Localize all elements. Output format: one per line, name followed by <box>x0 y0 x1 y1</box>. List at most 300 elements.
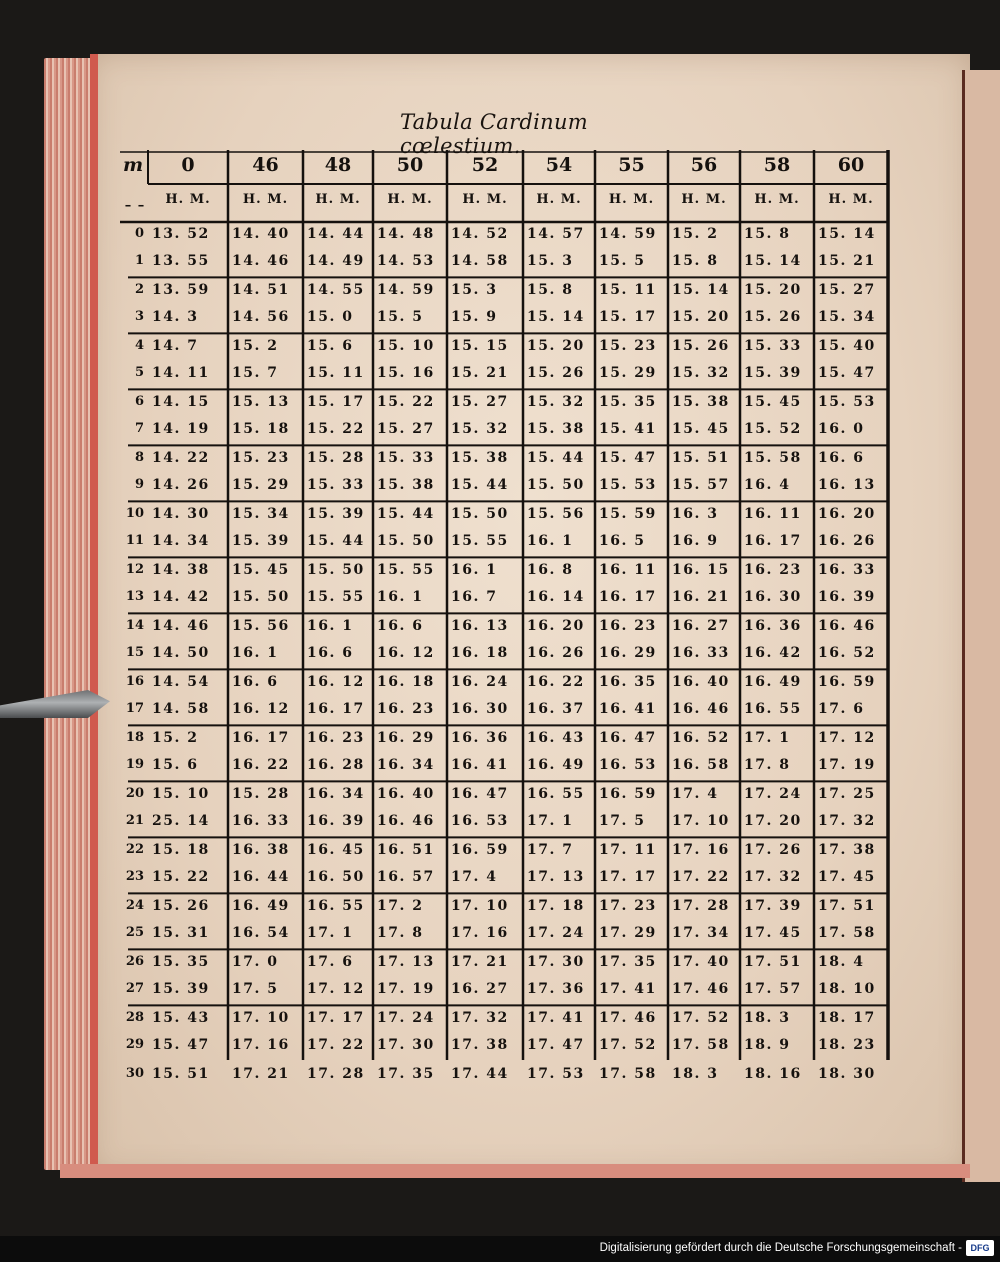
table-cell: 16. 5 <box>599 533 646 550</box>
table-cell: 17. 16 <box>672 842 730 858</box>
corner-dashes: – – <box>124 198 146 213</box>
table-cell: 14. 48 <box>377 226 435 242</box>
row-number: 28 <box>125 1010 144 1025</box>
ephemeris-table <box>120 148 902 1082</box>
table-cell: 16. 39 <box>818 589 876 606</box>
table-cell: 16. 52 <box>672 730 730 746</box>
unit-header: H. M. <box>754 192 800 207</box>
footer-credit-text: Digitalisierung gefördert durch die Deutsche Forschungsgemeinschaft - <box>599 1242 962 1254</box>
table-cell: 16. 58 <box>672 757 730 774</box>
table-cell: 16. 49 <box>232 898 290 914</box>
table-cell: 16. 15 <box>672 562 730 578</box>
table-cell: 17. 8 <box>377 925 424 942</box>
unit-header: H. M. <box>681 192 727 207</box>
table-cell: 15. 3 <box>451 282 498 298</box>
row-number: 26 <box>125 954 144 969</box>
table-cell: 15. 26 <box>744 309 802 326</box>
unit-header: H. M. <box>536 192 582 207</box>
table-cell: 16. 13 <box>451 618 509 634</box>
table-cell: 16. 55 <box>307 898 365 914</box>
table-cell: 15. 45 <box>744 394 802 410</box>
table-cell: 15. 10 <box>152 786 210 802</box>
table-cell: 17. 32 <box>744 869 802 886</box>
table-cell: 15. 33 <box>377 450 435 466</box>
degree-header: 54 <box>545 154 573 176</box>
table-cell: 15. 56 <box>527 506 585 522</box>
table-cell: 15. 45 <box>672 421 730 438</box>
table-cell: 15. 58 <box>744 450 802 466</box>
table-cell: 15. 44 <box>527 450 585 466</box>
row-number: 4 <box>134 338 144 353</box>
table-cell: 15. 29 <box>232 477 290 494</box>
table-cell: 17. 28 <box>672 898 730 914</box>
table-cell: 15. 22 <box>152 869 210 886</box>
table-cell: 16. 27 <box>672 618 730 634</box>
table-cell: 18. 9 <box>744 1037 791 1054</box>
table-cell: 15. 26 <box>152 898 210 914</box>
table-cell: 16. 6 <box>818 450 865 466</box>
row-number: 30 <box>125 1066 144 1081</box>
table-cell: 15. 20 <box>527 338 585 354</box>
row-number: 10 <box>125 506 144 521</box>
table-cell: 15. 56 <box>232 618 290 634</box>
table-cell: 15. 39 <box>152 981 210 998</box>
table-cell: 17. 35 <box>599 954 657 970</box>
table-cell: 16. 20 <box>818 506 876 522</box>
row-number: 19 <box>125 757 144 773</box>
table-cell: 16. 17 <box>232 730 290 746</box>
table-cell: 18. 17 <box>818 1010 876 1026</box>
table-cell: 17. 4 <box>451 869 498 886</box>
table-cell: 14. 54 <box>152 674 210 690</box>
table-cell: 15. 20 <box>672 309 730 326</box>
table-cell: 16. 23 <box>307 730 365 746</box>
table-cell: 16. 40 <box>672 674 730 690</box>
table-cell: 15. 39 <box>744 365 802 382</box>
table-cell: 14. 51 <box>232 282 290 298</box>
table-cell: 16. 12 <box>307 674 365 690</box>
table-cell: 15. 21 <box>451 365 509 382</box>
table-cell: 15. 6 <box>307 338 354 354</box>
table-cell: 15. 15 <box>451 338 509 354</box>
table-cell: 15. 47 <box>152 1037 210 1054</box>
row-number: 24 <box>125 898 144 913</box>
table-cell: 13. 52 <box>152 226 210 242</box>
table-cell: 17. 19 <box>377 981 435 998</box>
table-cell: 15. 2 <box>152 730 199 746</box>
row-number: 8 <box>134 450 144 465</box>
table-cell: 16. 17 <box>307 701 365 718</box>
table-cell: 15. 38 <box>672 394 730 410</box>
table-cell: 17. 46 <box>599 1010 657 1026</box>
table-cell: 18. 3 <box>672 1066 719 1082</box>
row-number: 7 <box>134 421 144 437</box>
table-cell: 15. 34 <box>818 309 876 326</box>
row-number: 13 <box>125 589 144 605</box>
table-cell: 14. 3 <box>152 309 199 326</box>
table-cell: 16. 18 <box>451 645 509 662</box>
table-cell: 16. 7 <box>451 589 498 606</box>
table-cell: 16. 59 <box>818 674 876 690</box>
table-cell: 15. 10 <box>377 338 435 354</box>
table-cell: 14. 59 <box>599 226 657 242</box>
table-cell: 16. 40 <box>377 786 435 802</box>
degree-header: 55 <box>618 154 645 176</box>
table-cell: 15. 18 <box>232 421 290 438</box>
table-cell: 15. 38 <box>451 450 509 466</box>
table-cell: 16. 46 <box>672 701 730 718</box>
row-number: 2 <box>134 282 144 297</box>
table-cell: 17. 5 <box>232 981 279 998</box>
footer-bar <box>0 1236 1000 1262</box>
table-cell: 15. 35 <box>152 954 210 970</box>
table-cell: 18. 23 <box>818 1037 876 1054</box>
table-cell: 16. 6 <box>307 645 354 662</box>
table-cell: 16. 39 <box>307 813 365 830</box>
page-title: Tabula Cardinum cœlestium. <box>400 110 589 158</box>
table-cell: 15. 59 <box>599 506 657 522</box>
row-number: 17 <box>125 701 144 717</box>
table-cell: 16. 26 <box>818 533 876 550</box>
table-cell: 14. 46 <box>152 618 210 634</box>
table-cell: 14. 11 <box>152 365 210 382</box>
table-cell: 15. 39 <box>232 533 290 550</box>
table-cell: 16. 30 <box>744 589 802 606</box>
table-cell: 16. 20 <box>527 618 585 634</box>
table-cell: 16. 17 <box>599 589 657 606</box>
table-cell: 15. 35 <box>599 394 657 410</box>
table-cell: 16. 28 <box>307 757 365 774</box>
table-cell: 16. 9 <box>672 533 719 550</box>
table-cell: 14. 7 <box>152 338 199 354</box>
table-cell: 17. 20 <box>744 813 802 830</box>
table-cell: 17. 17 <box>599 869 657 886</box>
table-cell: 15. 23 <box>599 338 657 354</box>
table-cell: 15. 34 <box>232 506 290 522</box>
table-cell: 14. 40 <box>232 226 290 242</box>
table-cell: 16. 44 <box>232 869 290 886</box>
table-cell: 15. 14 <box>527 309 585 326</box>
table-cell: 17. 52 <box>672 1010 730 1026</box>
degree-header: 58 <box>763 154 791 176</box>
table-cell: 17. 32 <box>818 813 876 830</box>
table-cell: 14. 52 <box>451 226 509 242</box>
table-cell: 15. 47 <box>599 450 657 466</box>
table-cell: 16. 54 <box>232 925 290 942</box>
degree-header: 0 <box>181 154 195 176</box>
table-cell: 14. 55 <box>307 282 365 298</box>
table-cell: 16. 46 <box>377 813 435 830</box>
table-cell: 15. 52 <box>744 421 802 438</box>
table-cell: 15. 45 <box>232 562 290 578</box>
table-cell: 16. 55 <box>527 786 585 802</box>
table-cell: 16. 6 <box>377 618 424 634</box>
table-cell: 16. 35 <box>599 674 657 690</box>
table-cell: 15. 32 <box>672 365 730 382</box>
table-cell: 17. 16 <box>451 925 509 942</box>
table-cell: 16. 23 <box>599 618 657 634</box>
table-cell: 15. 33 <box>307 477 365 494</box>
degree-header: 52 <box>471 154 499 176</box>
table-cell: 15. 51 <box>152 1066 210 1082</box>
table-cell: 15. 7 <box>232 365 279 382</box>
table-cell: 17. 52 <box>599 1037 657 1054</box>
table-cell: 18. 4 <box>818 954 865 970</box>
table-cell: 16. 13 <box>818 477 876 494</box>
table-cell: 18. 3 <box>744 1010 791 1026</box>
table-cell: 15. 0 <box>307 309 354 326</box>
row-number: 1 <box>134 253 144 269</box>
table-cell: 16. 1 <box>377 589 424 606</box>
unit-header: H. M. <box>387 192 433 207</box>
table-cell: 15. 44 <box>451 477 509 494</box>
table-cell: 15. 28 <box>232 786 290 802</box>
table-cell: 16. 3 <box>672 506 719 522</box>
table-cell: 17. 13 <box>377 954 435 970</box>
table-cell: 17. 2 <box>377 898 424 914</box>
table-cell: 15. 50 <box>451 506 509 522</box>
table-cell: 17. 26 <box>744 842 802 858</box>
table-cell: 16. 46 <box>818 618 876 634</box>
table-cell: 16. 50 <box>307 869 365 886</box>
table-cell: 16. 8 <box>527 562 574 578</box>
table-cell: 14. 38 <box>152 562 210 578</box>
table-cell: 16. 42 <box>744 645 802 662</box>
row-number: 20 <box>125 786 144 801</box>
table-cell: 25. 14 <box>152 813 210 830</box>
table-cell: 15. 8 <box>744 226 791 242</box>
table-cell: 17. 30 <box>377 1037 435 1054</box>
row-number: 21 <box>125 813 144 829</box>
table-cell: 17. 12 <box>818 730 876 746</box>
row-number: 14 <box>125 618 144 633</box>
table-cell: 17. 18 <box>527 898 585 914</box>
table-cell: 17. 30 <box>527 954 585 970</box>
table-cell: 15. 44 <box>307 533 365 550</box>
table-cell: 15. 14 <box>744 253 802 270</box>
table-cell: 16. 38 <box>232 842 290 858</box>
table-cell: 14. 59 <box>377 282 435 298</box>
table-cell: 15. 18 <box>152 842 210 858</box>
table-cell: 17. 57 <box>744 981 802 998</box>
table-cell: 15. 39 <box>307 506 365 522</box>
table-cell: 17. 39 <box>744 898 802 914</box>
table-cell: 17. 25 <box>818 786 876 802</box>
table-cell: 14. 58 <box>451 253 509 270</box>
table-cell: 15. 9 <box>451 309 498 326</box>
table-cell: 17. 38 <box>451 1037 509 1054</box>
table-cell: 16. 23 <box>377 701 435 718</box>
table-cell: 15. 38 <box>377 477 435 494</box>
table-cell: 15. 27 <box>818 282 876 298</box>
table-cell: 15. 51 <box>672 450 730 466</box>
table-cell: 16. 33 <box>672 645 730 662</box>
table-cell: 14. 57 <box>527 226 585 242</box>
table-cell: 17. 46 <box>672 981 730 998</box>
table-cell: 16. 59 <box>599 786 657 802</box>
degree-header: 60 <box>837 154 865 176</box>
table-cell: 16. 1 <box>232 645 279 662</box>
table-cell: 16. 53 <box>451 813 509 830</box>
table-cell: 17. 17 <box>307 1010 365 1026</box>
table-cell: 14. 22 <box>152 450 210 466</box>
table-cell: 17. 41 <box>527 1010 585 1026</box>
page-bottom-edge <box>60 1164 970 1178</box>
table-cell: 15. 14 <box>672 282 730 298</box>
table-cell: 16. 18 <box>377 674 435 690</box>
table-cell: 16. 47 <box>451 786 509 802</box>
table-cell: 17. 0 <box>232 954 279 970</box>
table-cell: 16. 49 <box>527 757 585 774</box>
row-number: 16 <box>125 674 144 689</box>
table-cell: 16. 12 <box>377 645 435 662</box>
table-cell: 16. 34 <box>377 757 435 774</box>
table-cell: 17. 6 <box>307 954 354 970</box>
table-cell: 17. 21 <box>451 954 509 970</box>
table-cell: 16. 22 <box>232 757 290 774</box>
table-cell: 17. 24 <box>527 925 585 942</box>
table-cell: 17. 10 <box>451 898 509 914</box>
table-cell: 15. 20 <box>744 282 802 298</box>
table-cell: 15. 27 <box>377 421 435 438</box>
unit-header: H. M. <box>608 192 655 207</box>
table-cell: 17. 36 <box>527 981 585 998</box>
table-cell: 17. 21 <box>232 1066 290 1082</box>
row-number: 15 <box>125 645 144 661</box>
table-cell: 15. 13 <box>232 394 290 410</box>
table-cell: 16. 26 <box>527 645 585 662</box>
unit-header: H. M. <box>165 192 211 207</box>
table-cell: 15. 50 <box>377 533 435 550</box>
table-cell: 15. 22 <box>377 394 435 410</box>
table-cell: 17. 11 <box>599 842 657 858</box>
right-facing-page <box>962 70 1000 1182</box>
table-cell: 16. 11 <box>599 562 657 578</box>
row-number: 27 <box>125 981 144 997</box>
table-cell: 16. 11 <box>744 506 802 522</box>
table-cell: 16. 59 <box>451 842 509 858</box>
table-cell: 16. 52 <box>818 645 876 662</box>
table-cell: 16. 34 <box>307 786 365 802</box>
table-cell: 15. 40 <box>818 338 876 354</box>
table-cell: 17. 16 <box>232 1037 290 1054</box>
table-cell: 16. 21 <box>672 589 730 606</box>
table-cell: 17. 32 <box>451 1010 509 1026</box>
table-cell: 14. 19 <box>152 421 210 438</box>
table-cell: 15. 17 <box>307 394 365 410</box>
row-number: 3 <box>134 309 144 325</box>
table-cell: 17. 23 <box>599 898 657 914</box>
table-cell: 15. 14 <box>818 226 876 242</box>
table-cell: 17. 22 <box>672 869 730 886</box>
table-cell: 16. 0 <box>818 421 865 438</box>
table-cell: 17. 8 <box>744 757 791 774</box>
table-cell: 15. 50 <box>232 589 290 606</box>
table-cell: 16. 43 <box>527 730 585 746</box>
table-cell: 14. 42 <box>152 589 210 606</box>
table-cell: 17. 45 <box>818 869 876 886</box>
table-cell: 17. 5 <box>599 813 646 830</box>
table-cell: 16. 27 <box>451 981 509 998</box>
table-cell: 16. 14 <box>527 589 585 606</box>
table-cell: 14. 56 <box>232 309 290 326</box>
table-cell: 16. 24 <box>451 674 509 690</box>
table-cell: 16. 57 <box>377 869 435 886</box>
table-cell: 15. 38 <box>527 421 585 438</box>
table-cell: 17. 58 <box>818 925 876 942</box>
table-cell: 15. 2 <box>232 338 279 354</box>
table-cell: 17. 1 <box>744 730 791 746</box>
table-cell: 16. 36 <box>451 730 509 746</box>
table-cell: 17. 45 <box>744 925 802 942</box>
table-cell: 13. 59 <box>152 282 210 298</box>
table-cell: 16. 47 <box>599 730 657 746</box>
table-cell: 14. 58 <box>152 701 210 718</box>
table-cell: 15. 32 <box>451 421 509 438</box>
table-cell: 15. 16 <box>377 365 435 382</box>
table-cell: 16. 41 <box>451 757 509 774</box>
table-cell: 17. 7 <box>527 842 574 858</box>
table-cell: 15. 44 <box>377 506 435 522</box>
row-number: 18 <box>125 730 144 745</box>
table-cell: 16. 41 <box>599 701 657 718</box>
table-cell: 16. 29 <box>599 645 657 662</box>
table-cell: 18. 30 <box>818 1066 876 1082</box>
table-cell: 15. 8 <box>672 253 719 270</box>
table-cell: 17. 24 <box>377 1010 435 1026</box>
table-cell: 14. 34 <box>152 533 210 550</box>
table-cell: 17. 19 <box>818 757 876 774</box>
table-cell: 14. 26 <box>152 477 210 494</box>
table-cell: 15. 55 <box>451 533 509 550</box>
table-cell: 13. 55 <box>152 253 210 270</box>
table-cell: 16. 51 <box>377 842 435 858</box>
table-cell: 15. 33 <box>744 338 802 354</box>
table-cell: 17. 34 <box>672 925 730 942</box>
row-number: 11 <box>125 533 144 549</box>
row-number: 23 <box>125 869 144 885</box>
table-cell: 16. 30 <box>451 701 509 718</box>
degree-header: 48 <box>324 154 352 176</box>
row-number: 5 <box>134 365 144 381</box>
table-cell: 15. 55 <box>377 562 435 578</box>
dfg-logo-icon: DFG <box>966 1240 994 1256</box>
table-cell: 14. 49 <box>307 253 365 270</box>
table-cell: 15. 21 <box>818 253 876 270</box>
table-cell: 17. 1 <box>307 925 354 942</box>
table-cell: 15. 47 <box>818 365 876 382</box>
table-cell: 14. 30 <box>152 506 210 522</box>
table-cell: 17. 51 <box>744 954 802 970</box>
table-cell: 14. 15 <box>152 394 210 410</box>
table-cell: 17. 29 <box>599 925 657 942</box>
row-number: 22 <box>125 842 144 857</box>
table-cell: 15. 43 <box>152 1010 210 1026</box>
table-cell: 16. 33 <box>818 562 876 578</box>
table-cell: 16. 36 <box>744 618 802 634</box>
table-cell: 15. 11 <box>307 365 365 382</box>
table-cell: 15. 17 <box>599 309 657 326</box>
table-cell: 16. 49 <box>744 674 802 690</box>
table-cell: 15. 2 <box>672 226 719 242</box>
table-cell: 15. 53 <box>599 477 657 494</box>
table-cell: 17. 53 <box>527 1066 585 1082</box>
table-cell: 17. 22 <box>307 1037 365 1054</box>
table-cell: 15. 3 <box>527 253 574 270</box>
table-cell: 17. 44 <box>451 1066 509 1082</box>
unit-header: H. M. <box>242 192 289 207</box>
table-cell: 17. 58 <box>672 1037 730 1054</box>
